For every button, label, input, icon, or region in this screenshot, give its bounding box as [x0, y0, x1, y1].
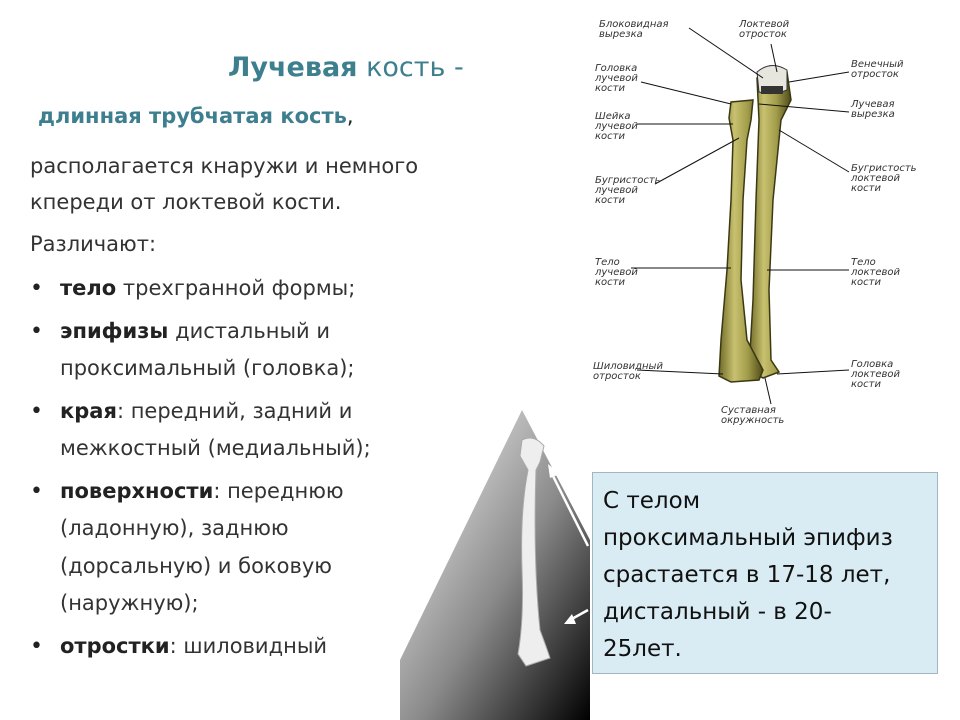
slide-subtitle	[38, 104, 354, 128]
label-styloid-process: Шиловидный отросток	[593, 361, 663, 382]
distinguish-label: Различают:	[30, 232, 157, 256]
item-bold: эпифизы	[60, 318, 169, 343]
list-item	[30, 628, 371, 666]
item-text-line: (дорсальную) и боковую	[60, 553, 332, 578]
title-bold: Лучевая	[228, 52, 358, 83]
item-bold: края	[60, 398, 117, 423]
item-bold: тело	[60, 276, 117, 300]
label-radial-notch: Лучевая вырезка	[851, 99, 895, 120]
item-text: дистальный и	[168, 318, 330, 343]
item-text-line: проксимальный (головка);	[60, 356, 355, 380]
forearm-bones-diagram	[581, 0, 960, 448]
label-ulna-body: Тело локтевой кости	[851, 257, 901, 288]
item-text: : переднюю	[213, 478, 344, 503]
ossification-text: С телом проксимальный эпифиз срастается в 17-18 лет, дистальный - в 20- 25лет.	[603, 488, 893, 662]
label-radial-tuberosity: Бугристость лучевой кости	[595, 175, 661, 206]
ossification-note	[592, 472, 938, 674]
subtitle-rest: ,	[346, 104, 354, 128]
list-item	[30, 393, 371, 468]
item-text: : шиловидный	[169, 633, 328, 658]
title-rest: кость -	[357, 52, 464, 83]
list-item	[30, 270, 371, 308]
radius-photo-illustration	[400, 410, 590, 720]
intro-line-2: кпереди от локтевой кости.	[30, 190, 342, 214]
list-item	[30, 473, 371, 623]
intro-paragraph	[30, 148, 418, 220]
slide-title	[228, 52, 464, 83]
label-radius-body: Тело лучевой кости	[595, 257, 638, 288]
ulna-bone	[749, 72, 791, 378]
item-text: : передний, задний и	[116, 398, 353, 423]
subtitle-bold: длинная трубчатая кость	[38, 104, 347, 128]
label-radial-head: Головка лучевой кости	[595, 63, 638, 94]
label-coronoid-process: Венечный отросток	[851, 59, 904, 80]
item-text: трехгранной формы;	[116, 276, 356, 300]
item-text-line: (наружную);	[60, 591, 199, 615]
label-olecranon: Локтевой отросток	[739, 19, 790, 40]
item-bold: отростки	[60, 633, 170, 658]
label-ulnar-head: Головка локтевой кости	[851, 359, 901, 390]
list-item	[30, 313, 371, 388]
item-text-line: (ладонную), заднюю	[60, 516, 289, 540]
item-bold: поверхности	[60, 478, 214, 503]
item-text-line: межкостный (медиальный);	[60, 436, 371, 460]
radius-photo	[400, 410, 590, 720]
label-radial-neck: Шейка лучевой кости	[595, 111, 638, 142]
label-ulnar-tuberosity: Бугристость локтевой кости	[851, 163, 917, 194]
intro-line-1: располагается кнаружи и немного	[30, 154, 419, 178]
label-articular-circumference: Суставная окружность	[721, 405, 785, 426]
feature-list	[30, 270, 371, 670]
label-trochlear-notch: Блоковидная вырезка	[599, 19, 669, 40]
